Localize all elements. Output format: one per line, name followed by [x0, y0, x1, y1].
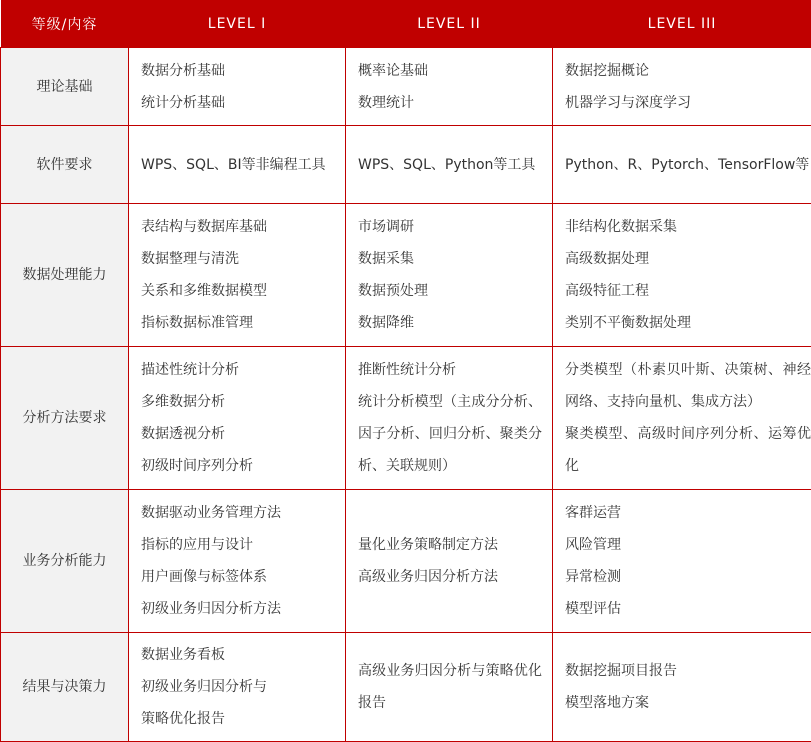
header-row — [1, 0, 811, 48]
cell-line: 多维数据分析 — [141, 386, 335, 418]
cell-line: 推断性统计分析 — [358, 354, 542, 386]
cell-line: 概率论基础 — [358, 55, 542, 87]
cell-line: 数据挖掘概论 — [565, 55, 811, 87]
table-cell — [129, 48, 346, 126]
table-row — [1, 204, 811, 347]
cell-line: 描述性统计分析 — [141, 354, 335, 386]
cell-line: 初级时间序列分析 — [141, 450, 335, 482]
cell-line: 初级业务归因分析与 — [141, 671, 335, 703]
table-cell — [346, 347, 553, 490]
cell-line: 市场调研 — [358, 211, 542, 243]
cell-line: 风险管理 — [565, 529, 811, 561]
table-row — [1, 48, 811, 126]
table-cell — [129, 347, 346, 490]
row-label: 分析方法要求 — [1, 347, 129, 490]
cell-line: 分类模型（朴素贝叶斯、决策树、神经网络、支持向量机、集成方法） — [565, 354, 811, 418]
cell-line: 策略优化报告 — [141, 703, 335, 735]
cell-line: 统计分析基础 — [141, 87, 335, 119]
table-cell — [553, 126, 811, 204]
cell-line: 数据采集 — [358, 243, 542, 275]
cell-line: 数据预处理 — [358, 275, 542, 307]
row-label: 业务分析能力 — [1, 490, 129, 633]
table-cell — [553, 490, 811, 633]
cell-line: 高级业务归因分析与策略优化报告 — [358, 655, 542, 719]
table-cell — [553, 48, 811, 126]
table-row — [1, 490, 811, 633]
cell-line: 指标的应用与设计 — [141, 529, 335, 561]
table-cell — [346, 490, 553, 633]
cell-line: 类别不平衡数据处理 — [565, 307, 811, 339]
table-cell — [553, 633, 811, 742]
cell-line: 数据透视分析 — [141, 418, 335, 450]
table-cell — [346, 633, 553, 742]
cell-line: 关系和多维数据模型 — [141, 275, 335, 307]
cell-line: 非结构化数据采集 — [565, 211, 811, 243]
cell-line: 统计分析模型（主成分分析、因子分析、回归分析、聚类分析、关联规则） — [358, 386, 542, 482]
cell-line: 初级业务归因分析方法 — [141, 593, 335, 625]
row-label: 理论基础 — [1, 48, 129, 126]
cell-line: 用户画像与标签体系 — [141, 561, 335, 593]
table-row — [1, 126, 811, 204]
cell-line: 机器学习与深度学习 — [565, 87, 811, 119]
cell-line: 客群运营 — [565, 497, 811, 529]
table-cell — [129, 490, 346, 633]
header-corner: 等级/内容 — [1, 0, 129, 48]
cell-line: 模型评估 — [565, 593, 811, 625]
cell-line: 异常检测 — [565, 561, 811, 593]
header-level-3: LEVEL III — [553, 0, 811, 48]
table-cell — [553, 204, 811, 347]
cell-line: WPS、SQL、BI等非编程工具 — [141, 149, 335, 181]
cell-line: 数据分析基础 — [141, 55, 335, 87]
header-level-1: LEVEL I — [129, 0, 346, 48]
cell-line: 表结构与数据库基础 — [141, 211, 335, 243]
cell-line: 数据降维 — [358, 307, 542, 339]
cell-line: 高级特征工程 — [565, 275, 811, 307]
table-cell — [346, 126, 553, 204]
row-label: 软件要求 — [1, 126, 129, 204]
table-cell — [346, 204, 553, 347]
table-cell — [129, 633, 346, 742]
cell-line: 指标数据标准管理 — [141, 307, 335, 339]
cell-line: 数据整理与清洗 — [141, 243, 335, 275]
table-cell — [129, 126, 346, 204]
cell-line: 聚类模型、高级时间序列分析、运筹优化 — [565, 418, 811, 482]
header-level-2: LEVEL II — [346, 0, 553, 48]
table-cell — [129, 204, 346, 347]
table-row — [1, 347, 811, 490]
cell-line: 数据业务看板 — [141, 639, 335, 671]
table-cell — [553, 347, 811, 490]
cell-line: Python、R、Pytorch、TensorFlow等 — [565, 149, 811, 181]
cell-line: 数理统计 — [358, 87, 542, 119]
cell-line: 高级数据处理 — [565, 243, 811, 275]
table-cell — [346, 48, 553, 126]
cell-line: 数据驱动业务管理方法 — [141, 497, 335, 529]
cell-line: 数据挖掘项目报告 — [565, 655, 811, 687]
cell-line: 高级业务归因分析方法 — [358, 561, 542, 593]
row-label: 结果与决策力 — [1, 633, 129, 742]
row-label: 数据处理能力 — [1, 204, 129, 347]
cell-line: 量化业务策略制定方法 — [358, 529, 542, 561]
table-row — [1, 633, 811, 742]
cell-line: 模型落地方案 — [565, 687, 811, 719]
cell-line: WPS、SQL、Python等工具 — [358, 149, 542, 181]
